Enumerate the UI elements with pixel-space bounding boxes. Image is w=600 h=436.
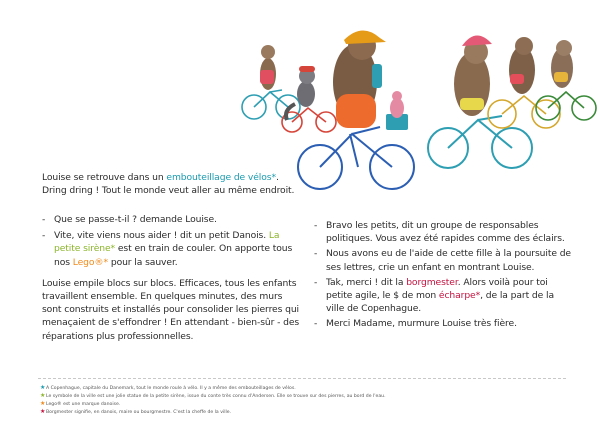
highlight-embouteillage: embouteillage de vélos* <box>166 172 276 183</box>
footnote-separator <box>38 378 566 379</box>
footnote-star-icon: ★ <box>40 384 46 391</box>
pink-creature-basket <box>386 91 408 130</box>
intro-text-start: Louise se retrouve dans un <box>42 172 167 183</box>
narration-paragraph: Louise empile blocs sur blocs. Efficaces, tous les enfants travaillent ensemble. En quelques minutes, des murs sont construits et installés pour consolider les pierres qui menaçaient de s'effondrer ! En attendant - bien-sûr - des réparations plus professionnelles. <box>42 277 300 342</box>
intro-paragraph <box>42 171 372 197</box>
highlight-lego: Lego®* <box>72 256 109 268</box>
otter-rider-far-right <box>536 40 596 120</box>
footnote-3: ★Lego® est une marque danoise. <box>40 400 121 407</box>
highlight-petite-sirene: La petite sirène* <box>54 230 280 255</box>
footnote-4: ★Borgmester signifie, en danois, maire ou bourgmestre. C'est la cheffe de la ville. <box>40 408 232 415</box>
footnote-star-icon: ★ <box>40 392 46 399</box>
left-column <box>42 213 304 343</box>
dialogue-borgmester: - Tak, merci ! dit la borgmester. Alors voilà pour toi petite agile, le $ de mon écharpe*, de la part de la ville de Copenhague. <box>314 276 572 316</box>
otter-rider-back-right <box>488 37 560 128</box>
dialogue-merci: - Merci Madame, murmure Louise très fière. <box>314 317 572 330</box>
highlight-borgmester: borgmester <box>406 276 458 288</box>
footnote-star-icon: ★ <box>40 400 46 407</box>
highlight-echarpe: écharpe* <box>438 290 481 302</box>
intro-text-end: . <box>275 172 279 183</box>
footnote-star-icon: ★ <box>40 408 46 415</box>
raccoon-rider <box>282 66 336 132</box>
footnote-1: ★A Copenhague, capitale du Danemark, tout le monde roule à vélo. Il y a même des embouteillages de vélos. <box>40 384 296 391</box>
intro-dring: Dring dring ! Tout le monde veut aller au même endroit. <box>42 185 295 197</box>
dialogue-danois: - Vite, vite viens nous aider ! dit un petit Danois. La petite sirène* est en train de couler. On apporte tous nos Lego®* pour la sauver. <box>42 229 304 269</box>
footnote-2: ★Le symbole de la ville est une jolie statue de la petite sirène, issue du conte très connu d'Andersen. Elle se trouve sur des pierres, au bord de l'eau. <box>40 392 386 399</box>
dialogue-bravo: - Bravo les petits, dit un groupe de responsables politiques. Vous avez été rapides comme des éclairs. <box>314 219 572 245</box>
dialogue-enfant: - Nous avons eu de l'aide de cette fille à la poursuite de ses lettres, crie un enfant en montrant Louise. <box>314 247 572 273</box>
dialogue-louise-question: - Que se passe-t-il ? demande Louise. <box>42 213 304 226</box>
right-column <box>314 219 572 331</box>
